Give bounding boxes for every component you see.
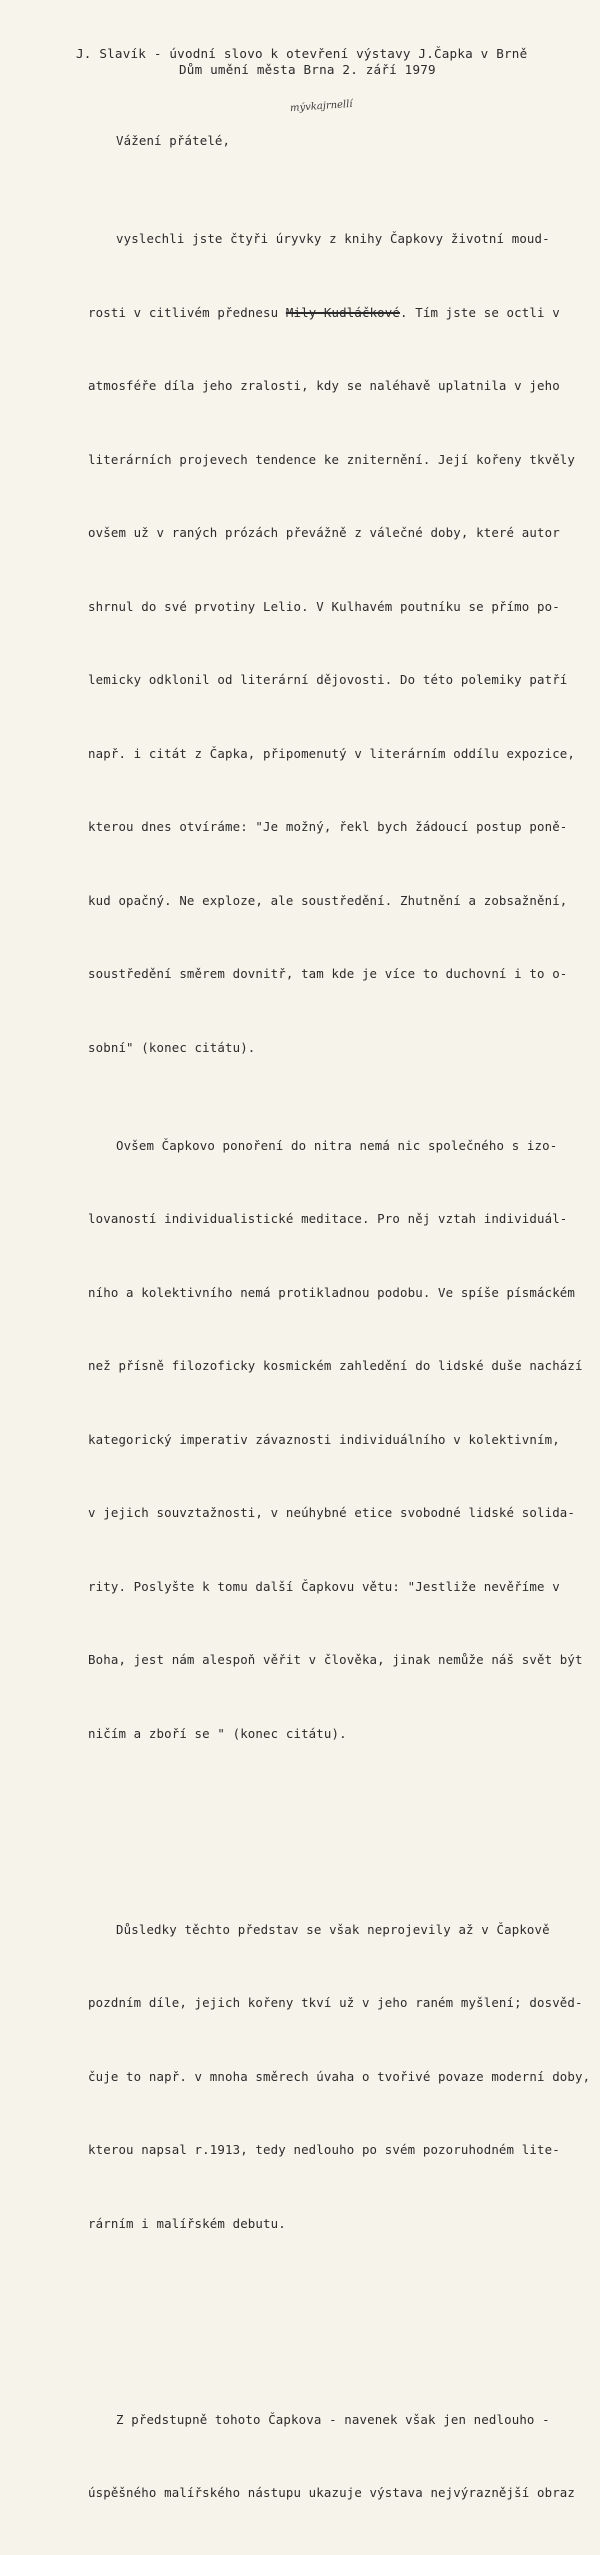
p1-line: literárních projevech tendence ke zniternění. Její kořeny tkvěly [88,451,576,467]
p3-line: kterou napsal r.1913, tedy nedlouho po svém pozoruhodném lite- [88,2142,560,2157]
p2-line: Boha, jest nám alespoň věřit v člověka, jinak nemůže náš svět být [88,1652,583,1667]
p1-line: kterou dnes otvíráme: "Je možný, řekl bych žádoucí postup poně- [88,819,568,834]
p2-line: v jejich souvztažnosti, v neúhybné etice svobodné lidské solida- [88,1505,576,1520]
p1-line [88,301,600,326]
p1-line-part: rosti v citlivém přednesu Mily Kudláčkové. Tím jste se octli v [88,304,560,320]
paragraph-gap [88,2310,600,2335]
p2-line: lovaností individualistické meditace. Pro něj vztah individuál- [88,1211,568,1226]
p2-line: ního a kolektivního nemá protikladnou podobu. Ve spíše písmáckém [88,1284,576,1300]
p3-line: Důsledky těchto představ se však neprojevily až v Čapkově [116,1921,550,1937]
header-line-2: Dům umění města Brna 2. září 1979 [179,62,436,77]
p2-line: než přísně filozoficky kosmickém zahledění do lidské duše nachází [88,1358,583,1373]
p2-line: ničím a zboří se " (konec citátu). [88,1725,347,1741]
p1-line: soustředění směrem dovnitř, tam kde je více to duchovní i to o- [88,966,568,981]
p1-line: lemicky odklonil od literární dějovosti. Do této polemiky patří [88,672,568,687]
p1-line: shrnul do své prvotiny Lelio. V Kulhavém poutníku se přímo po- [88,598,560,614]
p2-line: kategorický imperativ závaznosti individuálního v kolektivním, [88,1431,560,1447]
p4-line: Z předstupně tohoto Čapkova - navenek však jen nedlouho - [116,2411,550,2427]
greeting: Vážení přátelé, [116,133,231,148]
p1-line: např. i citát z Čapka, připomenutý v literárním oddílu expozice, [88,745,576,761]
p4-line: úspěšného malířského nástupu ukazuje výstava nejvýraznější obraz [88,2485,576,2500]
p1-line: kud opačný. Ne exploze, ale soustředění. Zhutnění a zobsažnění, [88,892,568,908]
struck-name: Mily Kudláčkové [285,304,401,320]
document-header [76,46,527,78]
p1-line: vyslechli jste čtyři úryvky z knihy Čapkovy životní moud- [116,231,550,246]
p1-line: sobní" (konec citátu). [88,1039,256,1055]
p2-line: rity. Poslyšte k tomu další Čapkovu větu: "Jestliže nevěříme v [88,1578,560,1594]
p2-line: Ovšem Čapkovo ponoření do nitra nemá nic společného s izo- [116,1137,558,1153]
p1-line: ovšem už v raných prózách převážně z válečné doby, které autor [88,525,560,540]
handwritten-correction: mývkajrnellí [289,98,353,115]
p1-line: atmosféře díla jeho zralosti, kdy se naléhavě uplatnila v jeho [88,378,560,393]
header-line-1: J. Slavík - úvodní slovo k otevření výstavy J.Čapka v Brně [76,46,528,61]
p3-line: pozdním díle, jejich kořeny tkví už v jeho raném myšlení; dosvěd- [88,1995,583,2010]
body-text [88,80,600,2555]
p3-line: rárním i malířském debutu. [88,2215,286,2231]
paragraph-gap [88,1820,600,1845]
p3-line: čuje to např. v mnoha směrech úvaha o tvořivé povaze moderní doby, [88,2068,591,2084]
